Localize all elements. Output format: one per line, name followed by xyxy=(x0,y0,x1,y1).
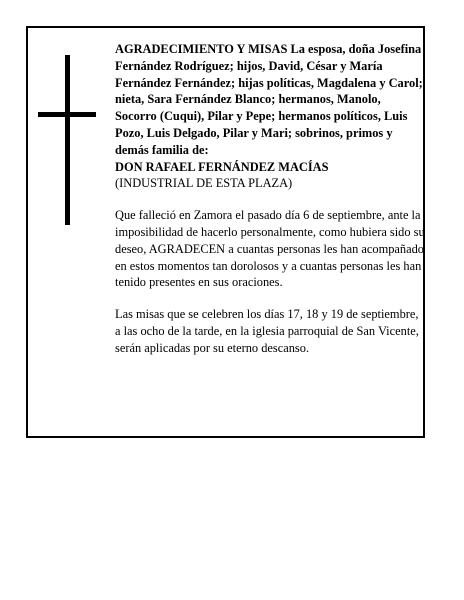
thanks-paragraph: Que falleció en Zamora el pasado día 6 de septiembre, ante la imposibilidad de hacerlo personalmente, como hubiera sido su deseo, AGRADECEN a cuantas personas les han acompañado en estos momentos tan dorolosos y a cuantas personas les han tenido presentes en sus oraciones. xyxy=(115,208,425,290)
heading-paragraph: AGRADECIMIENTO Y MISAS La esposa, doña Josefina Fernández Rodríguez; hijos, David, César y María Fernández Fernández; hijas políticas, Magdalena y Carol; nieta, Sara Fernández Blanco; hermanos, Manolo, Socorro (Cuqui), Pilar y Pepe; hermanos políticos, Luis Pozo, Luis Delgado, Pilar y Mari; sobrinos, primos y demás familia de: xyxy=(115,42,423,157)
obituary-notice xyxy=(26,26,425,438)
cross-icon xyxy=(38,55,96,225)
cross-vertical-bar xyxy=(65,55,70,225)
deceased-subtitle: (INDUSTRIAL DE ESTA PLAZA) xyxy=(115,176,293,191)
notice-text xyxy=(115,41,425,357)
masses-paragraph: Las misas que se celebren los días 17, 18 y 19 de septiembre, a las ocho de la tarde, en la iglesia parroquial de San Vicente, serán aplicadas por su eterno descanso. xyxy=(115,307,419,355)
cross-horizontal-bar xyxy=(38,112,96,117)
paragraph-gap xyxy=(115,291,425,306)
paragraph-gap xyxy=(115,192,425,207)
deceased-name: DON RAFAEL FERNÁNDEZ MACÍAS xyxy=(115,159,329,174)
